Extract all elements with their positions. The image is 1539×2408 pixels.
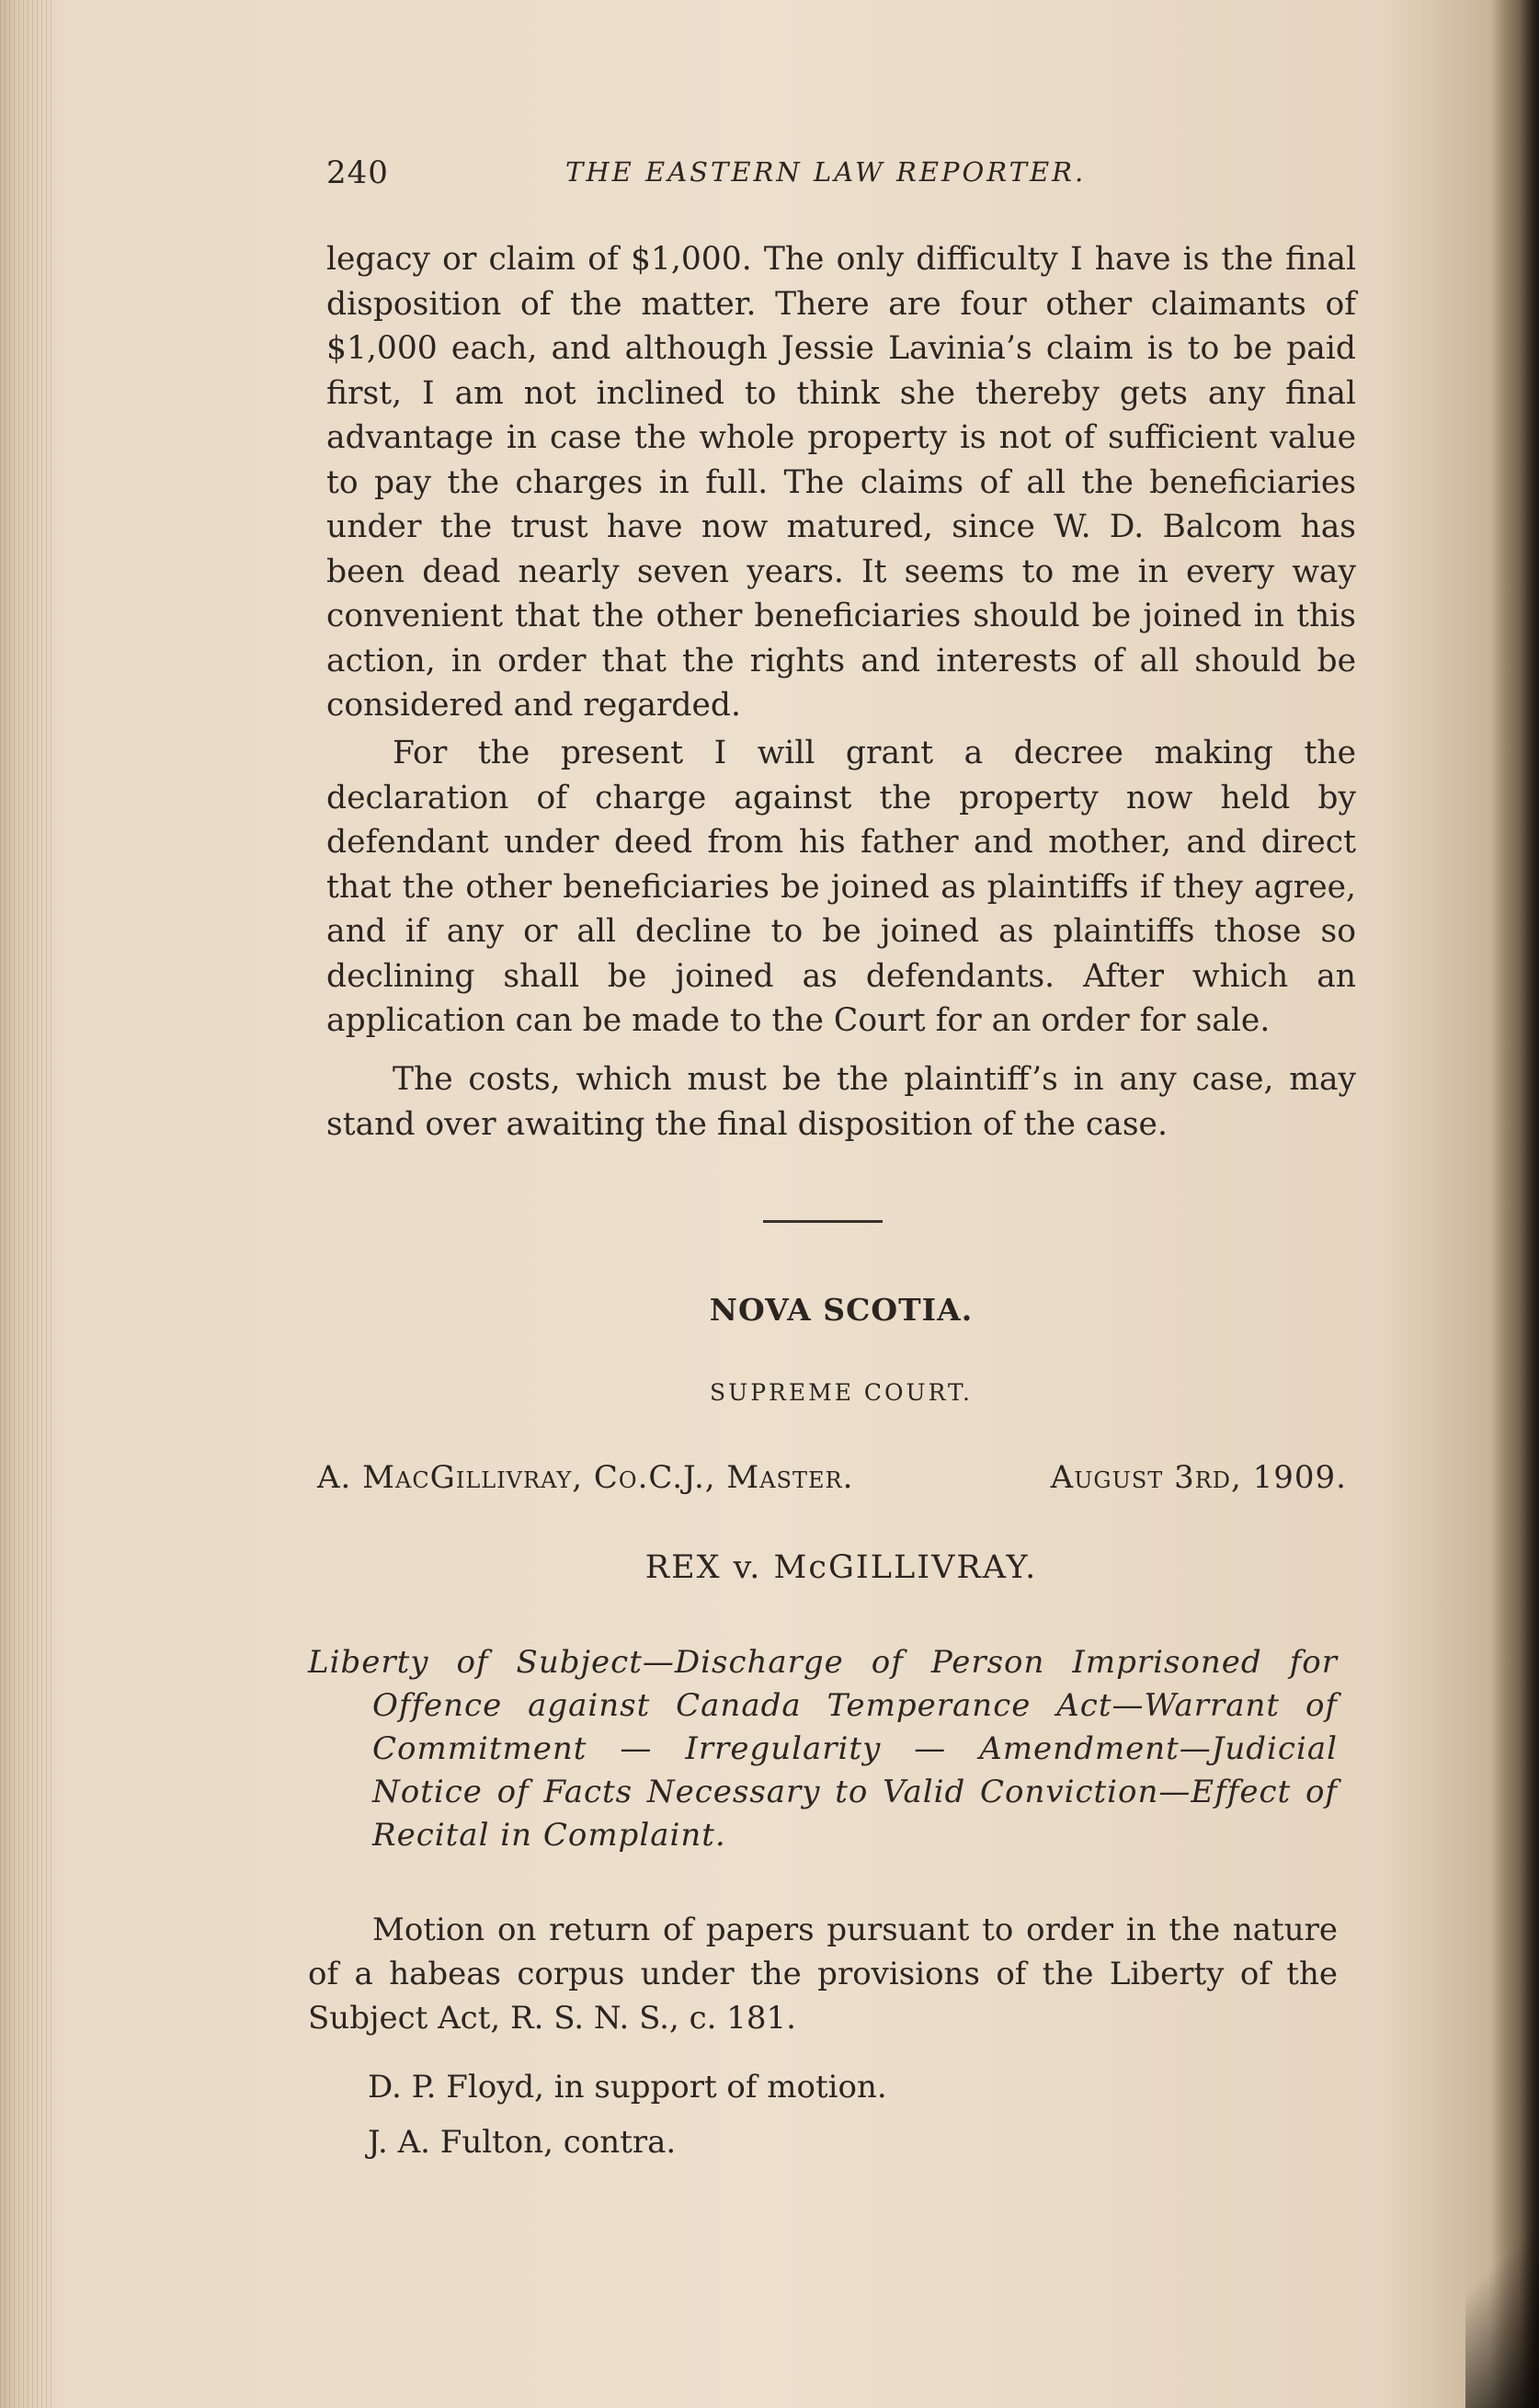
page-spine-shadow (0, 0, 55, 2408)
page-right-edge-shadow (1488, 0, 1539, 2408)
motion-paragraph: Motion on return of papers pursuant to order in the nature of a habeas corpus under the provisions of the Liberty of the Subject Act, R. S. N. S., c. 181. (308, 1912, 1338, 2037)
body-paragraph-1: legacy or claim of $1,000. The only difficulty I have is the final disposition of the matter. There are four other claimants of $1,000 each, and although Jessie Lavinia’s claim is to be paid first, I am not inclined to think she thereby gets any final advantage in case the whole property is not of sufficient value to pay the charges in full. The claims of all the beneficiaries under the trust have now matured, since W. D. Balcom has been dead nearly seven years. It seems to me in every way convenient that the other beneficiaries should be joined in this action, in order that the rights and interests of all should be considered and regarded. (326, 241, 1356, 724)
page-number: 240 (326, 154, 389, 191)
counsel-for-motion: D. P. Floyd, in support of motion. (368, 2069, 887, 2106)
judge-name: A. MacGillivray, Co.C.J., Master. (317, 1459, 854, 1496)
running-title: THE EASTERN LAW REPORTER. (565, 156, 1087, 188)
court-name: SUPREME COURT. (710, 1379, 973, 1406)
decision-date: August 3rd, 1909. (1050, 1459, 1347, 1496)
running-header (326, 154, 1347, 200)
case-name: REX v. McGILLIVRAY. (644, 1549, 1038, 1586)
page-corner-shadow (1465, 2169, 1539, 2408)
judge-date-line (317, 1459, 1347, 1496)
body-paragraph-2: For the present I will grant a decree making the declaration of charge against the property now held by defendant under deed from his father and mother, and direct that the other beneficiaries be joined as plaintiffs if they agree, and if any or all decline to be joined as plaintiffs those so declining shall be joined as defendants. After which an application can be made to the Court for an order for sale. (326, 735, 1356, 1039)
counsel-contra: J. A. Fulton, contra. (368, 2124, 677, 2161)
section-title: NOVA SCOTIA. (709, 1292, 974, 1328)
headnote: Liberty of Subject—Discharge of Person Imprisoned for Offence against Canada Temperance Act—Warrant of Commitment — Irregularity — Amendment—Judicial Notice of Facts Necessary to Valid Conviction—Effect of Recital in Complaint. (308, 1644, 1338, 1854)
section-divider-rule (763, 1220, 883, 1223)
body-paragraph-3: The costs, which must be the plaintiff’s in any case, may stand over awaiting the final disposition of the case. (326, 1061, 1356, 1143)
